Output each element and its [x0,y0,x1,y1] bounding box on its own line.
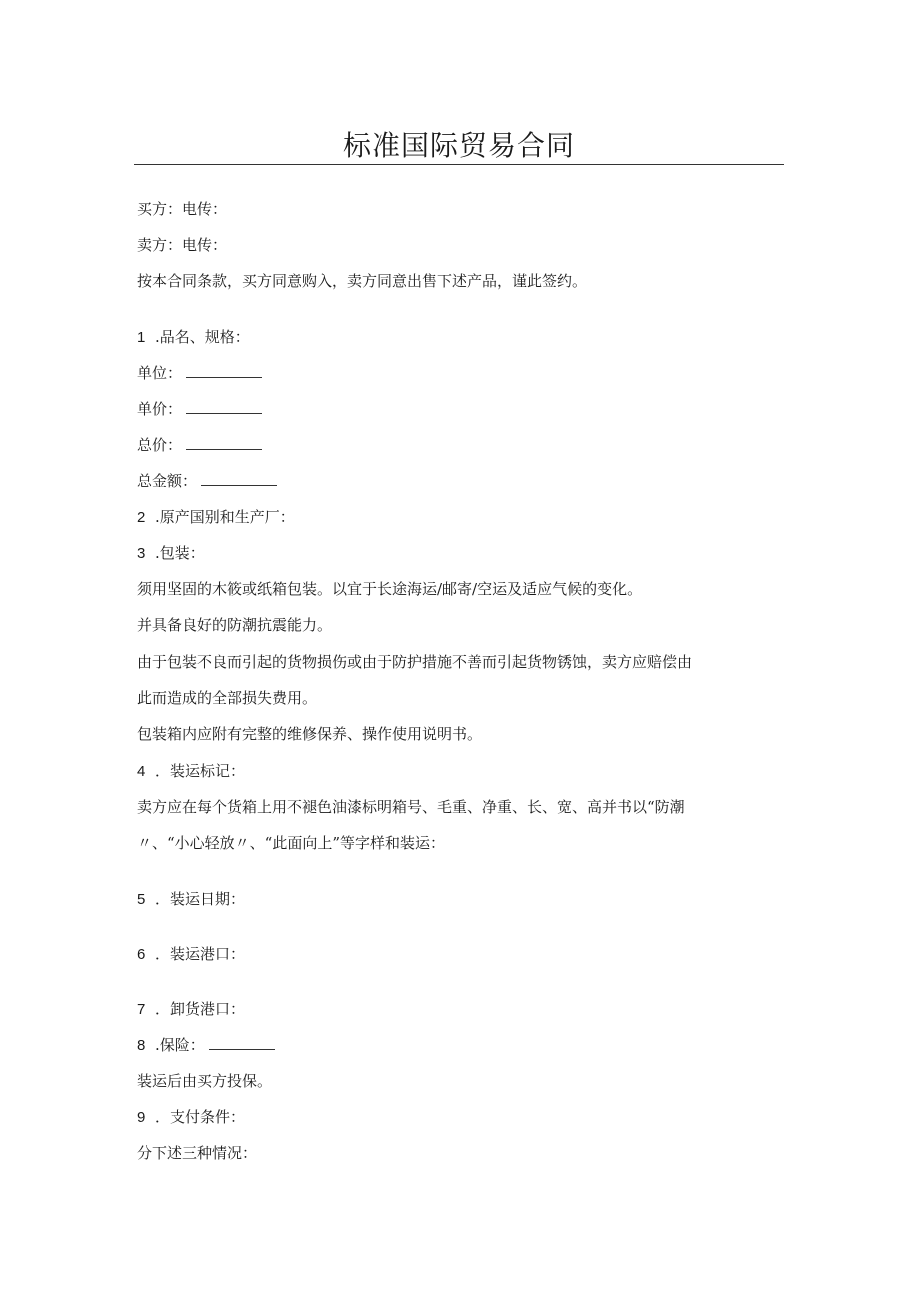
section-label: ．支付条件： [155,1108,246,1126]
section-number: 7 [137,1001,146,1018]
section-label: ．装运标记： [155,762,246,780]
section-number: 8 [137,1037,146,1054]
section-number: 5 [137,891,146,908]
section-label: .原产国别和生产厂： [155,508,295,526]
total-amount-blank [201,471,277,486]
section-label: ．装运港口： [155,945,246,963]
page-title: 标准国际贸易合同 [342,129,575,162]
total-price-blank [186,435,262,450]
section-7 [137,998,245,1021]
section-8 [137,1034,275,1057]
unit-label: 单位： [137,364,183,382]
marking-paragraph: 卖方应在每个货箱上用不褪色油漆标明箱号、毛重、净重、长、宽、高并书以“防潮 [137,798,685,816]
packing-paragraph: 此而造成的全部损失费用。 [137,689,318,707]
packing-paragraph: 须用坚固的木筱或纸箱包装。以宜于长途海运/邮寄/空运及适应气候的变化。 [137,580,643,598]
section-number: 1 [137,329,146,346]
seller-line: 卖方：电传： [137,236,228,254]
unit-price-label: 单价： [137,400,183,418]
packing-paragraph: 由于包装不良而引起的货物损伤或由于防护措施不善而引起货物锈蚀，卖方应赔偿由 [137,653,693,671]
total-amount-field [137,470,277,492]
title-underline [134,164,784,165]
section-number: 4 [137,763,146,780]
unit-price-field [137,398,262,420]
buyer-line: 买方：电传： [137,200,228,218]
section-label: ．装运日期： [155,890,246,908]
section-number: 3 [137,545,146,562]
total-price-label: 总价： [137,436,183,454]
section-9 [137,1106,245,1129]
section-2 [137,506,295,529]
insurance-note: 装运后由买方投保。 [137,1072,273,1090]
marking-paragraph: 〃、“小心轻放〃、“此面向上”等字样和装运： [137,834,446,852]
unit-field [137,362,262,384]
section-label: .品名、规格： [155,328,250,346]
section-number: 2 [137,509,146,526]
section-6 [137,943,245,966]
unit-price-blank [186,399,262,414]
section-5 [137,888,245,911]
payment-note: 分下述三种情况： [137,1144,258,1162]
total-amount-label: 总金额： [137,472,198,490]
section-label: .包装： [155,544,205,562]
section-3 [137,542,205,565]
section-1 [137,326,250,349]
unit-blank [186,363,262,378]
insurance-blank [209,1035,275,1050]
packing-paragraph: 并具备良好的防潮抗震能力。 [137,616,333,634]
section-4 [137,760,245,783]
intro-paragraph: 按本合同条款，买方同意购入，卖方同意出售下述产品，谨此签约。 [137,272,588,290]
section-number: 9 [137,1109,146,1126]
packing-paragraph: 包装箱内应附有完整的维修保养、操作使用说明书。 [137,725,483,743]
total-price-field [137,434,262,456]
section-label: .保险： [155,1036,205,1054]
section-number: 6 [137,946,146,963]
section-label: ．卸货港口： [155,1000,246,1018]
